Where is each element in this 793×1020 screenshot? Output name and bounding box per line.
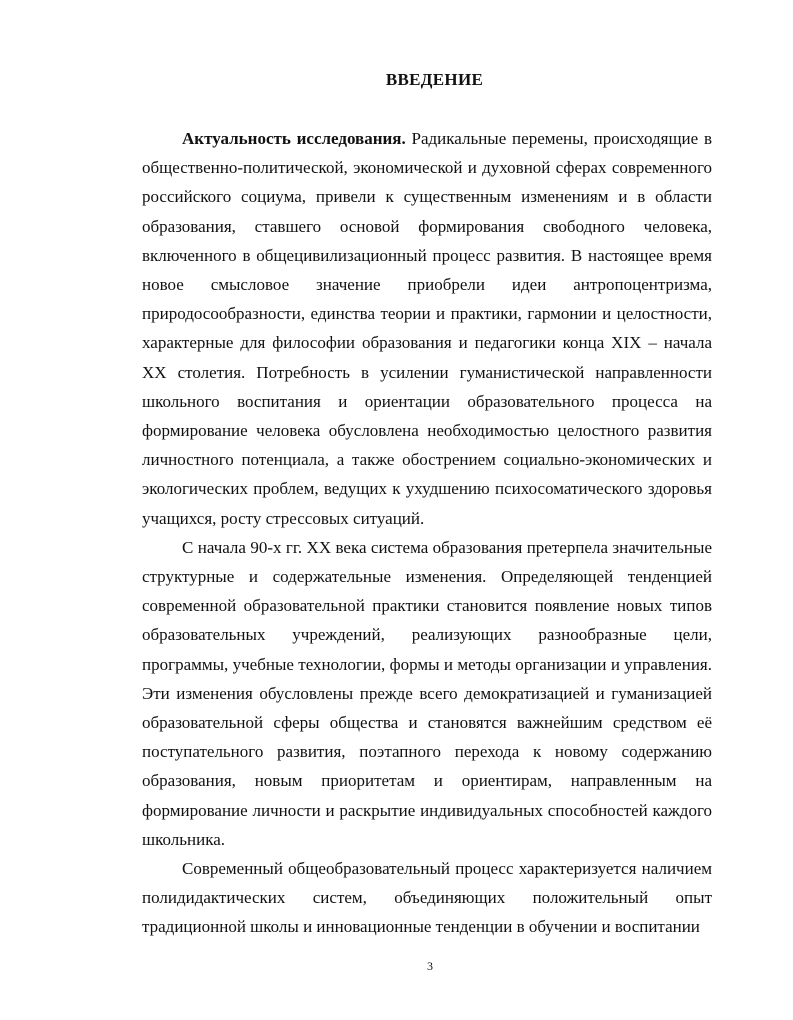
paragraph-1 [142,124,712,533]
paragraph-2: С начала 90-х гг. XX века система образования претерпела значительные структурные и содержательные изменения. Определяющей тенденцией современной образовательной практики становится появление новых типов образовательных учреждений, реализующих разнообразные цели, программы, учебные технологии, формы и методы организации и управления. Эти изменения обусловлены прежде всего демократизацией и гуманизацией образовательной сферы общества и становятся важнейшим средством её поступательного развития, поэтапного перехода к новому содержанию образования, новым приоритетам и ориентирам, направленным на формирование личности и раскрытие индивидуальных способностей каждого школьника. [142,537,712,849]
body-text [142,124,712,942]
page-number: 3 [427,959,433,973]
paragraph-1-text: Радикальные перемены, происходящие в общественно-политической, экономической и духовной сферах современного российского социума, привели к существенным изменениям и в области образования, ставшего основой формирования свободного человека, включенного в общецивилизационный процесс развития. В настоящее время новое смысловое значение приобрели идеи антропоцентризма, природосообразности, единства теории и практики, гармонии и целостности, характерные для философии образования и педагогики конца XIX – начала XX столетия. Потребность в усилении гуманистической направленности школьного воспитания и ориентации образовательного процесса на формирование человека обусловлена необходимостью целостного развития личностного потенциала, а также обострением социально-экономических и экологических проблем, ведущих к ухудшению психосоматического здоровья учащихся, росту стрессовых ситуаций. [142,129,712,528]
page-title: ВВЕДЕНИЕ [385,70,484,89]
paragraph-1-lead: Актуальность исследования. [182,129,406,148]
paragraph-3: Современный общеобразовательный процесс характеризуется наличием полидидактических систем, объединяющих положительный опыт традиционной школы и инновационные тенденции в обучении и воспитании [142,859,712,937]
